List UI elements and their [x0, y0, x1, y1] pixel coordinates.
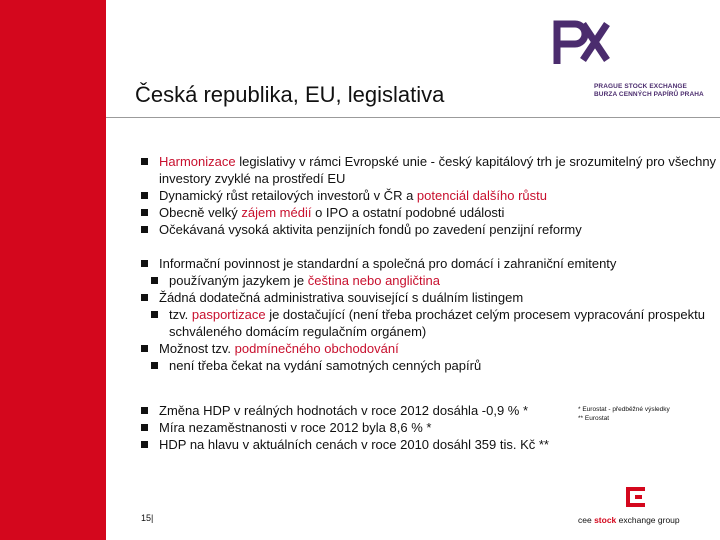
cee-text-stock: stock [594, 515, 617, 525]
list-item [141, 419, 549, 436]
highlight-text: pasportizace [191, 307, 266, 322]
bullet-icon [141, 407, 148, 414]
item-text: legislativy v rámci Evropské unie - český kapitálový trh je srozumitelný pro všechny investory zvyklé na prostředí EU [159, 154, 717, 186]
bullet-icon [141, 345, 148, 352]
bullet-icon [141, 294, 148, 301]
highlight-text: čeština nebo angličtina [307, 273, 440, 288]
list-item [141, 402, 549, 419]
item-text: Informační povinnost je standardní a společná pro domácí i zahraniční emitenty [159, 256, 617, 271]
list-item [141, 187, 720, 204]
list-item [141, 289, 720, 306]
px-logo-text [594, 83, 704, 99]
left-accent-bar [0, 0, 106, 540]
cee-text-pre: cee [578, 515, 595, 525]
list-item [141, 436, 549, 453]
item-text: o IPO a ostatní podobné události [311, 205, 505, 220]
title-divider [106, 117, 720, 118]
item-text: Možnost tzv. [159, 341, 235, 356]
sub-list-item [141, 306, 720, 340]
list-item [141, 221, 720, 238]
item-text: Míra nezaměstnanosti v roce 2012 byla 8,6 % * [159, 420, 432, 435]
item-text: je dostačující (není třeba procházet celým procesem vypracování prospektu schváleného domácím regulačním orgánem) [169, 307, 705, 339]
item-text: Žádná dodatečná administrativa související s duálním listingem [159, 290, 524, 305]
item-text: Očekávaná vysoká aktivita penzijních fondů po zavedení penzijní reformy [159, 222, 582, 237]
bullet-icon [151, 362, 158, 369]
bullet-group-1 [141, 153, 720, 238]
bullet-icon [141, 260, 148, 267]
bullet-icon [141, 192, 148, 199]
highlight-text: zájem médií [241, 205, 312, 220]
item-text: HDP na hlavu v aktuálních cenách v roce 2010 dosáhl 359 tis. Kč ** [159, 437, 549, 452]
sub-list-item [141, 357, 720, 374]
highlight-text: potenciál dalšího růstu [416, 188, 548, 203]
bullet-icon [141, 441, 148, 448]
bullet-group-3 [141, 402, 549, 453]
bullet-icon [151, 277, 158, 284]
cee-logo-icon [625, 486, 647, 508]
list-item [141, 255, 720, 272]
bullet-icon [141, 226, 148, 233]
list-item [141, 204, 720, 221]
item-text: Obecně velký [159, 205, 242, 220]
item-text: používaným jazykem je [169, 273, 308, 288]
px-logo-icon [553, 20, 611, 66]
bullet-icon [141, 424, 148, 431]
bullet-group-2 [141, 255, 720, 374]
footnote-1: * Eurostat - předběžné výsledky [578, 406, 670, 413]
footnotes [578, 405, 670, 423]
item-text: není třeba čekat na vydání samotných cenných papírů [169, 358, 482, 373]
item-text: tzv. [169, 307, 192, 322]
bullet-icon [141, 158, 148, 165]
bullet-icon [141, 209, 148, 216]
highlight-text: podmínečného obchodování [234, 341, 399, 356]
bullet-icon [151, 311, 158, 318]
px-logo-line2: BURZA CENNÝCH PAPÍRŮ PRAHA [594, 91, 704, 98]
page-title: Česká republika, EU, legislativa [135, 82, 445, 107]
footnote-2: ** Eurostat [578, 415, 610, 422]
cee-text-post: exchange group [616, 515, 680, 525]
page-number: 15| [141, 513, 154, 523]
cee-logo-text [578, 515, 680, 525]
list-item [141, 153, 720, 187]
list-item [141, 340, 720, 357]
item-text: Dynamický růst retailových investorů v ČR a [159, 188, 417, 203]
highlight-text: Harmonizace [159, 154, 236, 169]
sub-list-item [141, 272, 720, 289]
item-text: Změna HDP v reálných hodnotách v roce 2012 dosáhla -0,9 % * [159, 403, 529, 418]
px-logo-line1: PRAGUE STOCK EXCHANGE [594, 83, 687, 90]
